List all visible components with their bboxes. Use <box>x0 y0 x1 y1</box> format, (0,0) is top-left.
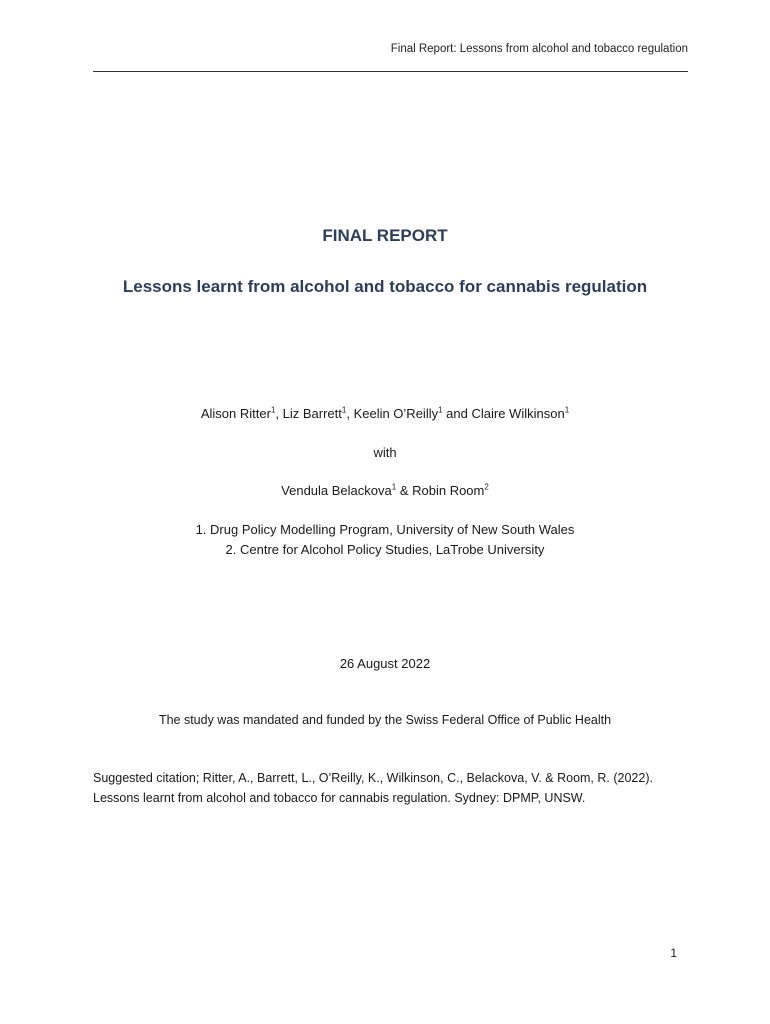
author-affiliation-mark: 1 <box>564 405 570 415</box>
coauthor-name: Vendula Belackova <box>281 483 392 498</box>
running-header: Final Report: Lessons from alcohol and tobacco regulation <box>390 43 688 55</box>
author-list <box>0 406 770 421</box>
page-number: 1 <box>670 946 677 960</box>
author-name: Claire Wilkinson <box>471 406 565 421</box>
report-title: FINAL REPORT <box>322 226 448 245</box>
affiliation-item: 1. Drug Policy Modelling Program, University of New South Wales <box>195 522 575 537</box>
coauthor-list <box>0 483 770 498</box>
author-affiliation-mark: 1 <box>270 405 276 415</box>
citation-line: Lessons learnt from alcohol and tobacco for cannabis regulation. Sydney: DPMP, UNSW. <box>93 791 586 805</box>
author-name: Alison Ritter <box>200 406 271 421</box>
report-date: 26 August 2022 <box>339 656 431 671</box>
author-name: Keelin O’Reilly <box>353 406 439 421</box>
funding-statement: The study was mandated and funded by the Swiss Federal Office of Public Health <box>158 713 612 727</box>
author-name: Liz Barrett <box>282 406 342 421</box>
coauthor-affiliation-mark: 2 <box>484 482 489 492</box>
header-divider <box>93 71 688 72</box>
author-affiliation-mark: 1 <box>438 405 443 415</box>
coauthor-affiliation-mark: 1 <box>391 482 397 492</box>
author-separator: , <box>275 406 283 421</box>
affiliation-item: 2. Centre for Alcohol Policy Studies, LaTrobe University <box>225 542 545 557</box>
coauthor-name: Robin Room <box>412 483 485 498</box>
report-subtitle: Lessons learnt from alcohol and tobacco for cannabis regulation <box>122 277 648 296</box>
citation-line: Suggested citation; Ritter, A., Barrett, L., O’Reilly, K., Wilkinson, C., Belackova, V. & Room, R. (2022). <box>93 771 653 785</box>
with-label: with <box>373 445 397 460</box>
coauthor-separator: & <box>396 483 413 498</box>
suggested-citation <box>93 768 693 808</box>
author-separator: , <box>346 406 354 421</box>
author-affiliation-mark: 1 <box>341 405 347 415</box>
author-separator: and <box>442 406 472 421</box>
